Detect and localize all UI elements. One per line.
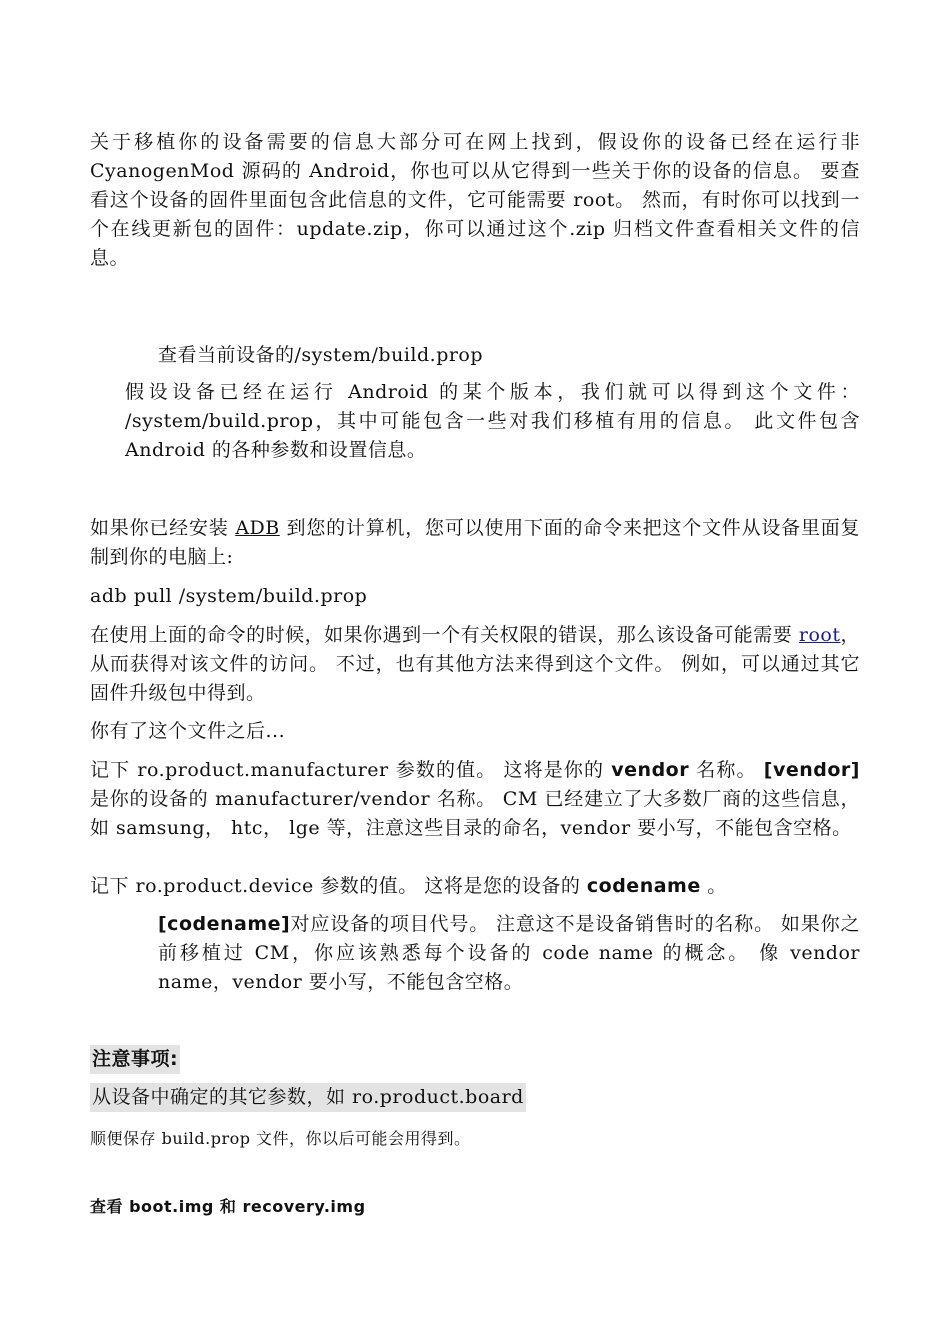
adb-paragraph-text-after: 到您的计算机，您可以使用下面的命令来把这个文件从设备里面复制到你的电脑上: [90,517,860,568]
notes-line-1 [90,1083,860,1112]
adb-link[interactable]: ADB [235,517,280,539]
notes-heading-text: 注意事项: [90,1045,180,1074]
root-link[interactable]: root [798,624,841,646]
vendor-paragraph [90,756,860,843]
root-paragraph-text-after: ，从而获得对该文件的访问。 不过，也有其他方法来得到这个文件。 例如，可以通过其它固件升级包中得到。 [90,624,860,704]
codename-paragraph [90,872,860,901]
notes-line-2 [90,1124,860,1153]
vendor-text-c: 名称。 [689,759,764,781]
section-heading-boot-img-text: 查看 boot.img 和 recovery.img [90,1197,366,1216]
vendor-keyword: vendor [611,759,690,781]
notes-heading [90,1045,860,1074]
adb-command-text: adb pull /system/build.prop [90,585,368,607]
codename-keyword: codename [586,875,701,897]
build-prop-description [125,378,860,465]
codename-tag: [codename] [158,913,291,935]
section-heading-text: 查看当前设备的/system/build.prop [158,344,484,366]
codename-text-c: 。 [700,875,727,897]
codename-note-text: 对应设备的项目代号。 注意这不是设备销售时的名称。 如果你之前移植过 CM，你应该熟悉每个设备的 code name 的概念。 像 vendor name，vendor 要小写，不能包含空格。 [158,913,860,993]
codename-text-a: 记下 ro.product.device 参数的值。 这将是您的设备的 [90,875,587,897]
adb-paragraph [90,514,860,572]
section-heading-boot-img [90,1192,860,1221]
root-paragraph [90,621,860,708]
root-paragraph-text-before: 在使用上面的命令的时候，如果你遇到一个有关权限的错误，那么该设备可能需要 [90,624,799,646]
after-file-paragraph [90,717,860,746]
section-heading-build-prop [158,341,893,370]
codename-note [158,910,860,997]
intro-text: 关于移植你的设备需要的信息大部分可在网上找到，假设你的设备已经在运行非 CyanogenMod 源码的 Android，你也可以从它得到一些关于你的设备的信息。 要查看这个设备的固件里面包含此信息的文件，它可能需要 root。 然而，有时你可以找到一个在线更新包的固件：update.zip，你可以通过这个.zip 归档文件查看相关文件的信息。 [90,131,860,269]
after-file-text: 你有了这个文件之后... [90,720,286,742]
vendor-text-a: 记下 ro.product.manufacturer 参数的值。 这将是你的 [90,759,612,781]
notes-line-2-text: 顺便保存 build.prop 文件，你以后可能会用得到。 [90,1129,471,1148]
vendor-tag: [vendor] [763,759,860,781]
vendor-text-e: 是你的设备的 manufacturer/vendor 名称。 CM 已经建立了大多数厂商的这些信息，如 samsung， htc， lge 等，注意这些目录的命名，vendor 要小写，不能包含空格。 [90,788,860,839]
adb-command [90,582,860,611]
notes-line-1-text: 从设备中确定的其它参数，如 ro.product.board [90,1083,526,1112]
build-prop-description-text: 假设设备已经在运行 Android 的某个版本，我们就可以得到这个文件： /system/build.prop，其中可能包含一些对我们移植有用的信息。 此文件包含 Android 的各种参数和设置信息。 [125,381,860,461]
adb-paragraph-text-before: 如果你已经安装 [90,517,236,539]
intro-paragraph [90,128,860,273]
